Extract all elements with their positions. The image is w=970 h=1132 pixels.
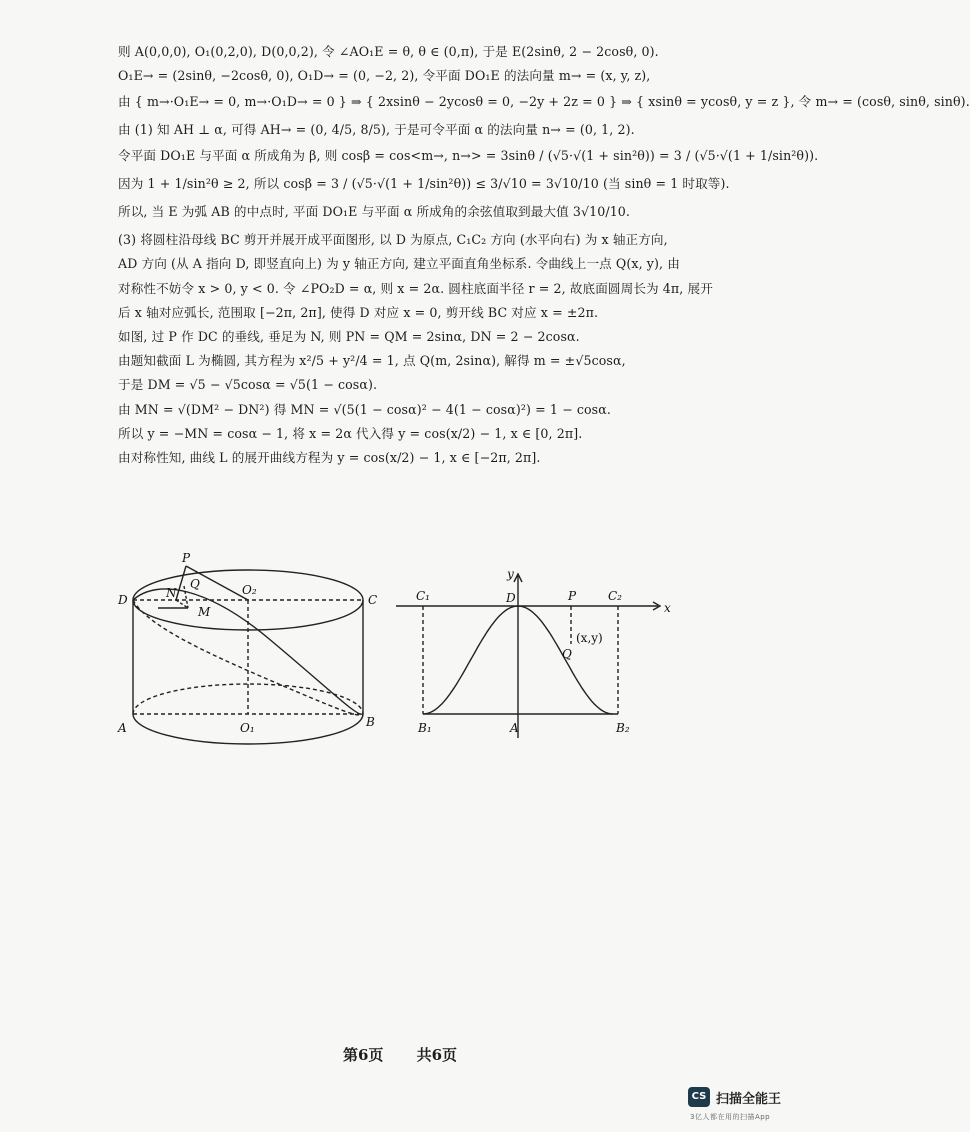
label-C: C	[368, 593, 378, 607]
scanner-watermark	[688, 1087, 798, 1127]
solution-line-13: 由题知截面 L 为椭圆, 其方程为 x²/5 + y²/4 = 1, 点 Q(m, 2sinα), 解得 m = ±√5cosα,	[118, 353, 626, 369]
label-M: M	[198, 605, 211, 619]
page-number: 第6页	[342, 1046, 384, 1064]
solution-line-10: 对称性不妨令 x > 0, y < 0. 令 ∠PO₂D = α, 则 x = 2α. 圆柱底面半径 r = 2, 故底面圆周长为 4π, 展开	[118, 280, 713, 296]
solution-line-11: 后 x 轴对应弧长, 范围取 [−2π, 2π], 使得 D 对应 x = 0, 剪开线 BC 对应 x = ±2π.	[118, 304, 599, 320]
label-N: N	[166, 586, 177, 600]
solution-text	[118, 42, 970, 472]
cylinder-labels	[117, 551, 377, 735]
label-B1: B₁	[418, 721, 432, 735]
solution-line-5: 令平面 DO₁E 与平面 α 所成角为 β, 则 cosβ = cos<m→, n→> = 3sinθ / (√5·√(1 + sin²θ)) = 3 / (√5·√(1 + 1/sin²θ)).	[118, 148, 819, 164]
watermark-tagline: 3亿人都在用的扫描App	[690, 1113, 771, 1121]
label-D: D	[118, 593, 128, 607]
label-D2: D	[506, 591, 516, 605]
label-C1: C₁	[416, 589, 430, 603]
label-P: P	[182, 551, 191, 565]
label-B2: B₂	[616, 721, 630, 735]
label-xy: (x,y)	[576, 631, 603, 645]
label-O1: O₁	[240, 721, 255, 735]
page-total: 共6页	[416, 1046, 458, 1064]
label-Q: Q	[190, 577, 200, 591]
label-B: B	[366, 715, 375, 729]
label-y: y	[507, 567, 514, 581]
label-C2: C₂	[608, 589, 622, 603]
solution-line-8: (3) 将圆柱沿母线 BC 剪开并展开成平面图形, 以 D 为原点, C₁C₂ 方向 (水平向右) 为 x 轴正方向,	[118, 232, 668, 248]
solution-line-2: O₁E→ = (2sinθ, −2cosθ, 0), O₁D→ = (0, −2, 2), 令平面 DO₁E 的法向量 m→ = (x, y, z),	[118, 68, 651, 84]
label-O2: O₂	[242, 583, 257, 597]
label-P2: P	[568, 589, 577, 603]
watermark-name: 扫描全能王	[716, 1092, 782, 1107]
solution-line-7: 所以, 当 E 为弧 AB 的中点时, 平面 DO₁E 与平面 α 所成角的余弦值取到最大值 3√10/10.	[118, 204, 631, 220]
solution-line-15: 由 MN = √(DM² − DN²) 得 MN = √(5(1 − cosα)² − 4(1 − cosα)²) = 1 − cosα.	[118, 401, 611, 417]
label-A2: A	[510, 721, 519, 735]
label-Q2: Q	[562, 647, 572, 661]
solution-line-4: 由 (1) 知 AH ⊥ α, 可得 AH→ = (0, 4/5, 8/5), 于是可令平面 α 的法向量 n→ = (0, 1, 2).	[118, 122, 635, 138]
solution-line-12: 如图, 过 P 作 DC 的垂线, 垂足为 N, 则 PN = QM = 2sinα, DN = 2 − 2cosα.	[118, 328, 580, 344]
label-x: x	[664, 601, 671, 615]
solution-line-1: 则 A(0,0,0), O₁(0,2,0), D(0,0,2), 令 ∠AO₁E = θ, θ ∈ (0,π), 于是 E(2sinθ, 2 − 2cosθ, 0).	[118, 44, 659, 59]
figures	[118, 548, 678, 748]
segment-QM	[184, 586, 188, 608]
page-footer	[0, 1044, 800, 1065]
solution-line-9: AD 方向 (从 A 指向 D, 即竖直向上) 为 y 轴正方向, 建立平面直角坐标系. 令曲线上一点 Q(x, y), 由	[118, 256, 680, 272]
label-A: A	[118, 721, 127, 735]
solution-line-17: 由对称性知, 曲线 L 的展开曲线方程为 y = cos(x/2) − 1, x ∈ [−2π, 2π].	[118, 449, 541, 465]
camscanner-logo-icon: CS	[688, 1087, 710, 1107]
unrolled-labels	[416, 567, 671, 735]
solution-line-14: 于是 DM = √5 − √5cosα = √5(1 − cosα).	[118, 377, 378, 393]
solution-line-16: 所以 y = −MN = cosα − 1, 将 x = 2α 代入得 y = cos(x/2) − 1, x ∈ [0, 2π].	[118, 425, 583, 441]
solution-line-6: 因为 1 + 1/sin²θ ≥ 2, 所以 cosβ = 3 / (√5·√(1 + 1/sin²θ)) ≤ 3/√10 = 3√10/10 (当 sinθ = 1 时取等).	[118, 176, 730, 192]
solution-line-3: 由 { m→·O₁E→ = 0, m→·O₁D→ = 0 } ⇒ { 2xsinθ − 2ycosθ = 0, −2y + 2z = 0 } ⇒ { xsinθ = ycosθ, y = z }, 令 m→ = (cosθ, sinθ, sinθ).	[118, 94, 970, 110]
segment-PN	[176, 566, 186, 600]
